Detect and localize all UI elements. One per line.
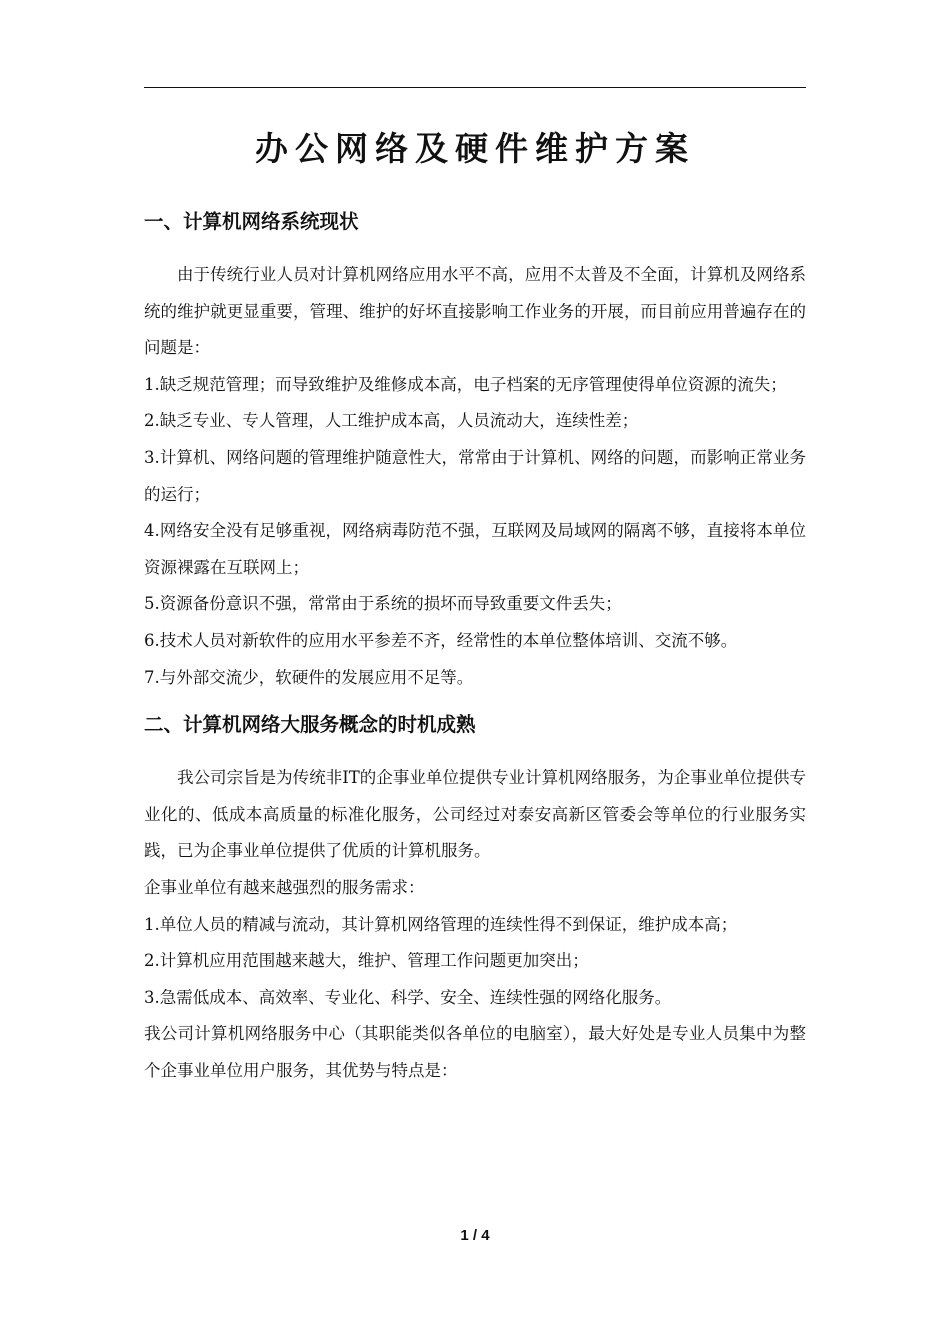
list-item: 6.技术人员对新软件的应用水平参差不齐，经常性的本单位整体培训、交流不够。 (144, 630, 738, 650)
list-item: 3.计算机、网络问题的管理维护随意性大，常常由于计算机、网络的问题，而影响正常业务的运行； (144, 447, 806, 504)
demand-lead: 企事业单位有越来越强烈的服务需求： (144, 877, 425, 897)
list-item: 1.单位人员的精减与流动，其计算机网络管理的连续性得不到保证，维护成本高； (144, 914, 738, 934)
list-item: 4.网络安全没有足够重视，网络病毒防范不强，互联网及局域网的隔离不够，直接将本单位资源裸露在互联网上； (144, 521, 806, 577)
list-item: 3.急需低成本、高效率、专业化、科学、安全、连续性强的网络化服务。 (144, 987, 672, 1007)
section-heading-2: 二、计算机网络大服务概念的时机成熟 (144, 713, 476, 737)
header-rule (144, 87, 806, 88)
list-item: 7.与外部交流少，软硬件的发展应用不足等。 (144, 667, 474, 687)
list-item: 2.计算机应用范围越来越大，维护、管理工作问题更加突出； (144, 951, 589, 971)
section-2-intro: 我公司宗旨是为传统非IT的企事业单位提供专业计算机网络服务，为企事业单位提供专业化的、低成本高质量的标准化服务，公司经过对泰安高新区管委会等单位的行业服务实践，已为企事业单位提供了优质的计算机服务。 (144, 768, 806, 861)
list-item: 5.资源备份意识不强，常常由于系统的损坏而导致重要文件丢失； (144, 594, 622, 614)
document-body (144, 205, 806, 1089)
document-title: 办公网络及硬件维护方案 (255, 129, 695, 168)
section-heading-1: 一、计算机网络系统现状 (144, 210, 359, 233)
section-1-intro: 由于传统行业人员对计算机网络应用水平不高，应用不太普及不全面，计算机及网络系统的维护就更显重要，管理、维护的好坏直接影响工作业务的开展，而目前应用普遍存在的问题是： (144, 265, 806, 358)
page-number: 1 / 4 (460, 1227, 490, 1244)
list-item: 1.缺乏规范管理；而导致维护及维修成本高，电子档案的无序管理使得单位资源的流失； (144, 374, 787, 394)
section-2-closing: 我公司计算机网络服务中心（其职能类似各单位的电脑室），最大好处是专业人员集中为整个企事业单位用户服务，其优势与特点是： (144, 1024, 806, 1080)
list-item: 2.缺乏专业、专人管理，人工维护成本高，人员流动大，连续性差； (144, 411, 639, 431)
